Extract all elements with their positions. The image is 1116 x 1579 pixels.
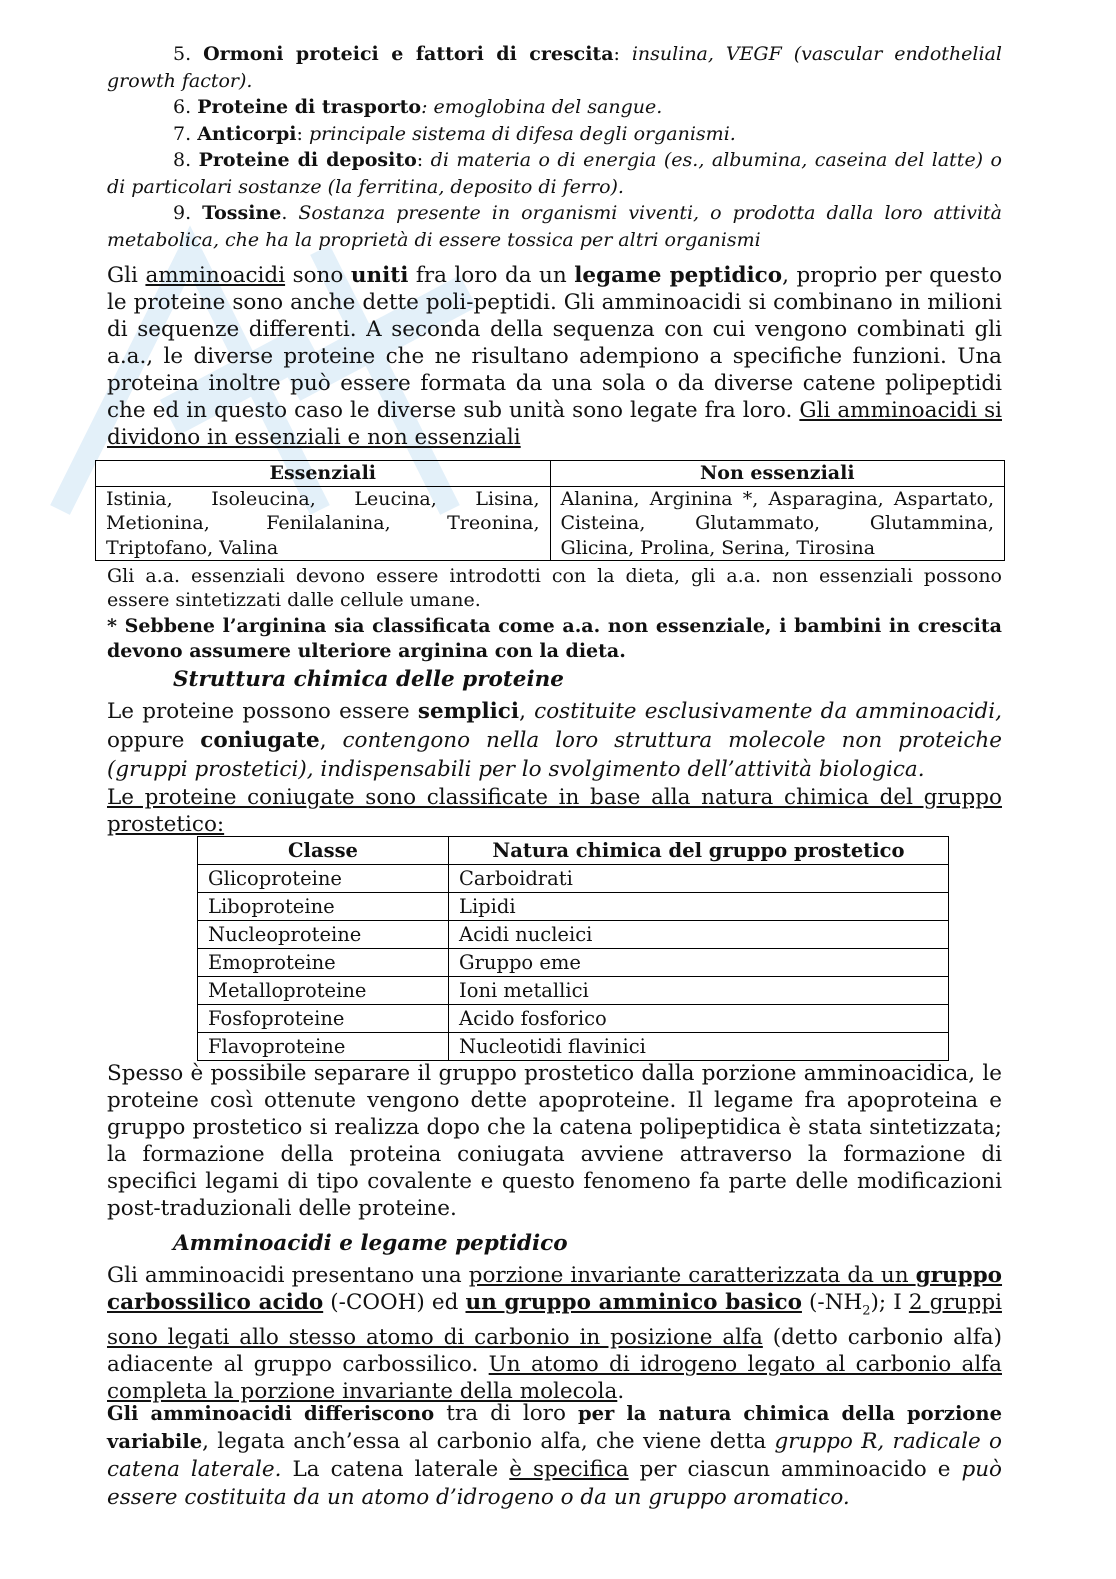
list-item-title: Tossine [202,202,282,224]
section-heading-struttura: Struttura chimica delle proteine [173,667,564,692]
table-row: Flavoproteine Nucleotidi flavinici [198,1033,949,1061]
list-item-text: principale sistema di difesa degli organismi. [308,122,736,145]
amino-acid-table [95,460,1005,561]
table-row: Glicoproteine Carboidrati [198,865,949,893]
cell-non-essenziali: Alanina, Arginina *, Asparagina, Aspartato, Cisteina, Glutammato, Glutammina, Glicina, Prolina, Serina, Tirosina [550,486,1005,561]
list-item-text-cont: growth factor). [107,69,253,92]
list-item: 6. Proteine di trasporto: emoglobina del sangue. [173,96,663,118]
header-natura: Natura chimica del gruppo prostetico [449,837,949,865]
cell-essenziali: Istinia, Isoleucina, Leucina, Lisina, Metionina, Fenilalanina, Treonina, Triptofano, Valina [96,486,551,561]
list-item-title: Ormoni proteici e fattori di crescita [203,43,614,65]
header-classe: Classe [198,837,449,865]
list-item-text: insulina, VEGF (vascular endothelial [631,43,1002,65]
protein-function-list [107,41,1002,253]
list-item-text-cont: metabolica, che ha la proprietà di essere tossica per altri organismi [107,228,761,251]
table-row: Metalloproteine Ioni metallici [198,977,949,1005]
table-row: Liboproteine Lipidi [198,893,949,921]
table-row: Nucleoproteine Acidi nucleici [198,921,949,949]
list-item: 8. Proteine di deposito: di materia o di energia (es., albumina, caseina del latte) o di particolari sostanze (la ferritina, deposito di ferro). [107,147,1002,200]
list-item: 5. Ormoni proteici e fattori di crescita: insulina, VEGF (vascular endothelial growth factor). [107,41,1002,94]
list-item-title: Anticorpi [197,122,297,145]
table-header-row [96,461,1005,487]
list-item-title: Proteine di deposito [198,149,417,171]
header-non-essenziali: Non essenziali [550,461,1005,487]
paragraph-semplici-coniugate: Le proteine possono essere semplici, costituite esclusivamente da amminoacidi, oppure coniugate, contengono nella loro struttura molecole non proteiche (gruppi prostetici), indispensabili per lo svolgimento dell’attività biologica. [107,699,1002,782]
list-item: 7. Anticorpi: principale sistema di difesa degli organismi. [173,122,736,145]
list-item-title: Proteine di trasporto [197,96,422,118]
paragraph-apoproteine: Spesso è possibile separare il gruppo prostetico dalla porzione amminoacidica, le proteine così ottenute vengono dette apoproteine. Il legame fra apoproteina e gruppo prostetico si realizza dopo che la catena polipeptidica è stata sintetizzata; la formazione della proteina coniugata avviene attraverso la formazione di specifici legami di tipo covalente e questo fenomeno fa parte delle modificazioni post-traduzionali delle proteine. [107,1061,1002,1221]
list-item-text: Sostanza presente in organismi viventi, o prodotta dalla loro attività [298,202,1002,224]
table-row: Emoproteine Gruppo eme [198,949,949,977]
table-header-row [198,837,949,865]
paragraph-porzione-variabile: Gli amminoacidi differiscono tra di loro per la natura chimica della porzione variabile, legata anch’essa al carbonio alfa, che viene detta gruppo R, radicale o catena laterale. La catena laterale è specifica per ciascun amminoacido e può essere costituita da un atomo d’idrogeno o da un gruppo aromatico. [107,1401,1002,1510]
table-row [96,486,1005,561]
paragraph-amminoacidi: Gli amminoacidi sono uniti fra loro da un legame peptidico, proprio per questo le proteine sono anche dette poli-peptidi. Gli amminoacidi si combinano in milioni di sequenze differenti. A seconda della sequenza con cui vengono combinati gli a.a., le diverse proteine che ne risultano adempiono a specifiche funzioni. Una proteina inoltre può essere formata da una sola o da diverse catene polipeptidi che ed in questo caso le diverse sub unità sono legate fra loro. Gli amminoacidi si dividono in essenziali e non essenziali [107,263,1003,450]
section-heading-amminoacidi: Amminoacidi e legame peptidico [173,1231,568,1256]
table-row: Fosfoproteine Acido fosforico [198,1005,949,1033]
list-item-text-cont: di particolari sostanze (la ferritina, deposito di ferro). [107,175,624,198]
paragraph-classificazione: Le proteine coniugate sono classificate in base alla natura chimica del gruppo prostetico: [107,785,1002,837]
list-item: 9. Tossine. Sostanza presente in organismi viventi, o prodotta dalla loro attività metabolica, che ha la proprietà di essere tossica per altri organismi [107,200,1002,253]
header-essenziali: Essenziali [96,461,551,487]
note-arginina: * Sebbene l’arginina sia classificata come a.a. non essenziale, i bambini in crescita devono assumere ulteriore arginina con la dieta. [107,615,1002,662]
prosthetic-group-table [197,836,949,1061]
list-item-text: di materia o di energia (es., albumina, caseina del latte) o [430,149,1002,171]
paragraph-porzione-invariante: Gli amminoacidi presentano una porzione invariante caratterizzata da un gruppo carbossilico acido (-COOH) ed un gruppo amminico basico $(-NH_2)$; I 2 gruppi sono legati allo stesso atomo di carbonio in posizione alfa (detto carbonio alfa) adiacente al gruppo carbossilico. Un atomo di idrogeno legato al carbonio alfa completa la porzione invariante della molecola. [107,1263,1003,1405]
list-item-text: emoglobina del sangue. [433,96,663,118]
note-essential: Gli a.a. essenziali devono essere introdotti con la dieta, gli a.a. non essenziali possono essere sintetizzati dalle cellule umane. [107,565,1002,611]
